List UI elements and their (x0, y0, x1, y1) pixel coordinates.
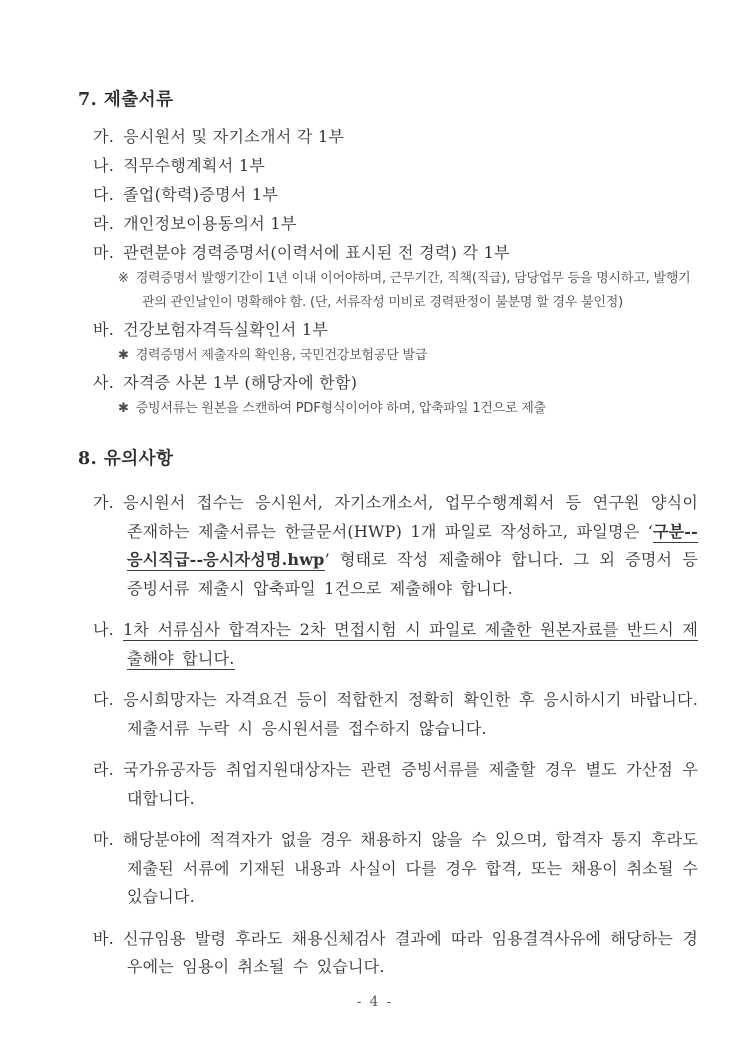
item-label: 사. (93, 373, 115, 392)
list-item (93, 489, 698, 603)
page-number: - 4 - (356, 994, 394, 1010)
list-item (93, 756, 698, 813)
item-label: 마. (93, 243, 115, 262)
list-item (93, 925, 698, 982)
item-note (118, 397, 698, 421)
section-title: 7. 제출서류 (78, 90, 174, 110)
list-item (93, 151, 698, 180)
item-text: 국가유공자등 취업지원대상자는 관련 증빙서류를 제출할 경우 별도 가산점 우대합니다. (122, 760, 698, 808)
item-text-post: ’ 형태로 작성 제출해야 합니다. 그 외 증명서 등 증빙서류 제출시 압축파일 1건으로 제출해야 합니다. (127, 550, 698, 598)
item-label: 나. (93, 156, 115, 175)
item-text: 응시희망자는 자격요건 등이 적합한지 정확히 확인한 후 응시하시기 바랍니다. 제출서류 누락 시 응시원서를 접수하지 않습니다. (122, 690, 698, 738)
asterisk-mark-icon: ✱ (118, 348, 129, 363)
item-label: 마. (93, 830, 114, 849)
item-label: 나. (93, 620, 114, 639)
section-submission-documents (78, 86, 698, 421)
item-label: 다. (93, 690, 114, 709)
item-label: 가. (93, 127, 115, 146)
item-label: 가. (93, 493, 114, 512)
asterisk-mark-icon: ✱ (118, 401, 129, 416)
item-label: 바. (93, 320, 115, 339)
item-text: 관련분야 경력증명서(이력서에 표시된 전 경력) 각 1부 (123, 243, 510, 262)
item-text-pre: 응시원서 접수는 응시원서, 자기소개소서, 업무수행계획서 등 연구원 양식이 존재하는 제출서류는 한글문서(HWP) 1개 파일로 작성하고, 파일명은 ‘ (122, 493, 698, 541)
section-notes (78, 445, 698, 982)
note-text: 경력증명서 제출자의 확인용, 국민건강보험공단 발급 (135, 348, 428, 363)
list-item (93, 616, 698, 673)
list-item (93, 826, 698, 912)
item-text: 신규임용 발령 후라도 채용신체검사 결과에 따라 임용결격사유에 해당하는 경우에는 임용이 취소될 수 있습니다. (122, 928, 698, 976)
list-item (93, 368, 698, 397)
filename-underlined: 구분--응시직급--응시자성명.hwp (127, 521, 698, 569)
item-text: 개인정보이용동의서 1부 (123, 214, 297, 233)
item-text: 자격증 사본 1부 (해당자에 한함) (123, 373, 358, 392)
note-text: 증빙서류는 원본을 스캔하여 PDF형식이어야 하며, 압축파일 1건으로 제출 (135, 401, 546, 416)
section-title: 8. 유의사항 (78, 449, 174, 469)
list-item (93, 686, 698, 743)
item-text-underlined: 1차 서류심사 합격자는 2차 면접시험 시 파일로 제출한 원본자료를 반드시 제출해야 합니다. (122, 620, 698, 668)
note-text: 경력증명서 발행기간이 1년 이내 이어야하며, 근무기간, 직책(직급), 담당업무 등을 명시하고, 발행기관의 관인날인이 명확해야 함. (단, 서류작성 미비로 경력판정이 불분명 할 경우 불인정) (135, 271, 691, 310)
item-text: 응시원서 및 자기소개서 각 1부 (123, 127, 345, 146)
item-text: 직무수행계획서 1부 (123, 156, 266, 175)
list-item (93, 122, 698, 151)
item-text: 건강보험자격득실확인서 1부 (123, 320, 329, 339)
item-note (118, 267, 698, 315)
list-item (93, 180, 698, 209)
item-label: 라. (93, 760, 114, 779)
list-item (93, 315, 698, 344)
item-note (118, 344, 698, 368)
reference-mark-icon: ※ (118, 271, 129, 286)
item-text: 해당분야에 적격자가 없을 경우 채용하지 않을 수 있으며, 합격자 통지 후라도 제출된 서류에 기재된 내용과 사실이 다를 경우 합격, 또는 채용이 취소될 수 있습니다. (122, 830, 698, 906)
item-text: 졸업(학력)증명서 1부 (123, 185, 279, 204)
item-label: 다. (93, 185, 115, 204)
item-label: 라. (93, 214, 115, 233)
list-item (93, 238, 698, 267)
item-label: 바. (93, 928, 114, 948)
list-item (93, 209, 698, 238)
